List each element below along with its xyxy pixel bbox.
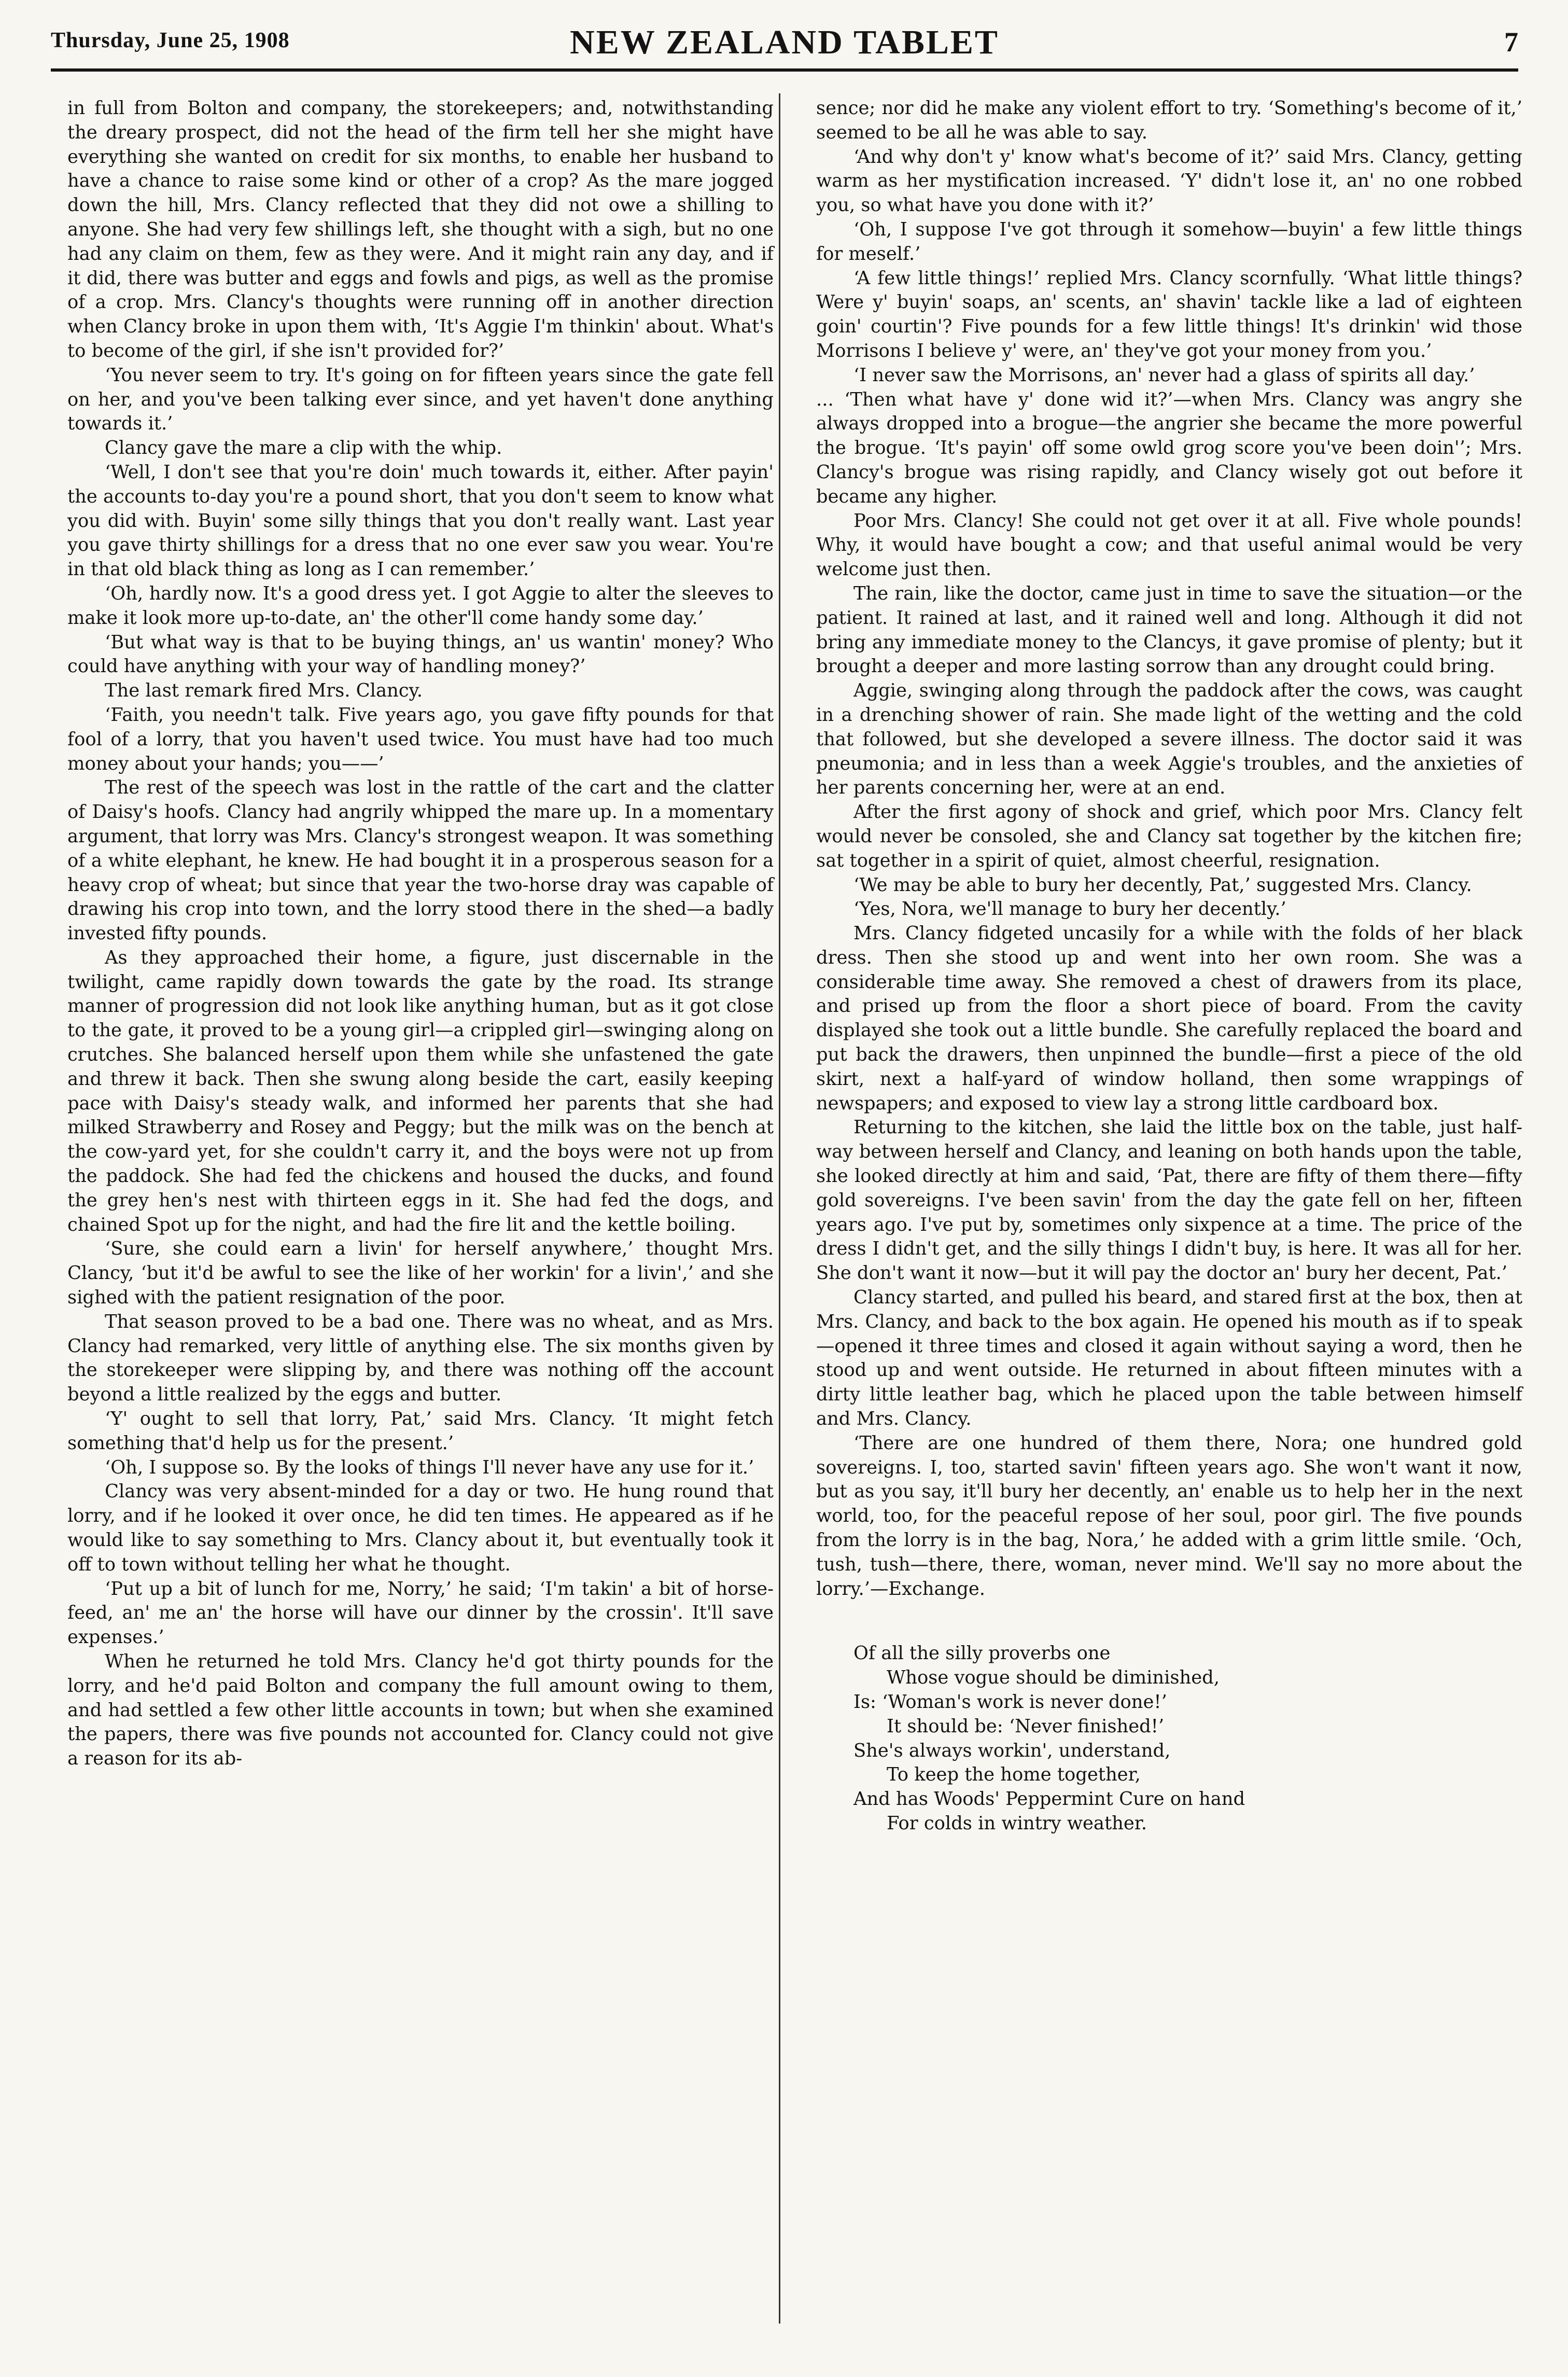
page-number: 7 — [1504, 26, 1518, 58]
paragraph: Returning to the kitchen, she laid the little box on the table, just half-way between herself and Clancy, and leaning on both hands upon the table, she looked directly at him and said, ‘Pat, there are fifty of them there—fifty gold sovereigns. I've been savin' from the day the gate fell on her, fifteen years ago. I've put by, sometimes only sixpence at a time. The price of the dress I didn't get, and the silly things I didn't buy, is here. It was all for her. She don't want it now—but it will pay the doctor an' bury her decent, Pat.’ — [816, 1117, 1522, 1284]
masthead-title: NEW ZEALAND TABLET — [570, 23, 999, 61]
verse-line: Is: ‘Woman's work is never done!’ — [853, 1691, 1167, 1713]
paragraph: After the first agony of shock and grief, which poor Mrs. Clancy felt would never be consoled, she and Clancy sat together by the kitchen fire; sat together in a spirit of quiet, almost cheerful, resignation. — [816, 801, 1522, 871]
paragraph: ‘We may be able to bury her decently, Pat,’ suggested Mrs. Clancy. — [853, 874, 1472, 896]
paragraph: The rest of the speech was lost in the rattle of the cart and the clatter of Daisy's hoofs. Clancy had angrily whipped the mare up. In a momentary argument, that lorry was Mrs. Clancy's strongest weapon. It was something of a white elephant, he knew. He had bought it in a prosperous season for a heavy crop of wheat; but since that year the two-horse dray was capable of drawing his crop into town, and the lorry stood there in the shed—a badly invested fifty pounds. — [67, 777, 774, 944]
paragraph: When he returned he told Mrs. Clancy he'd got thirty pounds for the lorry, and he'd paid Bolton and company the full amount owing to them, and had settled a few other little accounts in town; but when she examined the papers, there was five pounds not accounted for. Clancy could not give a reason for its ab- — [67, 1651, 774, 1770]
story-column-left — [67, 96, 774, 1771]
verse-line: Whose vogue should be diminished, — [887, 1667, 1220, 1689]
paragraph: Aggie, swinging along through the paddock after the cows, was caught in a drenching shower of rain. She made light of the wetting and the cold that followed, but she developed a severe illness. The doctor said it was pneumonia; and in less than a week Aggie's troubles, and the anxieties of her parents concerning her, were at an end. — [816, 680, 1522, 799]
advertisement-verse — [853, 1642, 1522, 1836]
issue-date: Thursday, June 25, 1908 — [51, 29, 290, 52]
paragraph: ‘Well, I don't see that you're doin' much towards it, either. After payin' the accounts to-day you're a pound short, that you don't seem to know what you did with. Buyin' some silly things that you don't really want. Last year you gave thirty shillings for a dress that no one ever saw you wear. You're in that old black thing as long as I can remember.’ — [67, 461, 774, 580]
paragraph: Clancy was very absent-minded for a day or two. He hung round that lorry, and if he looked it over once, he did ten times. He appeared as if he would like to say something to Mrs. Clancy about it, but eventually took it off to town without telling her what he thought. — [67, 1481, 774, 1575]
paragraph: ‘Oh, I suppose I've got through it somehow—buyin' a few little things for meself.’ — [816, 218, 1522, 265]
paragraph: The last remark fired Mrs. Clancy. — [105, 680, 423, 702]
verse-line: And has Woods' Peppermint Cure on hand — [853, 1788, 1245, 1810]
paragraph: ‘Oh, I suppose so. By the looks of things I'll never have any use for it.’ — [105, 1456, 754, 1478]
paragraph: ‘And why don't y' know what's become of it?’ said Mrs. Clancy, getting warm as her mystification increased. ‘Y' didn't lose it, an' no one robbed you, so what have you done with it?’ — [816, 146, 1522, 216]
page-header — [51, 21, 1518, 72]
paragraph: As they approached their home, a figure, just discernable in the twilight, came rapidly down towards the gate by the road. Its strange manner of progression did not look like anything human, but as it got close to the gate, it proved to be a young girl—a crippled girl—swinging along on crutches. She balanced herself upon them while she unfastened the gate and threw it back. Then she swung along beside the cart, easily keeping pace with Daisy's steady walk, and informed her parents that she had milked Strawberry and Rosey and Peggy; but the milk was on the bench at the cow-yard yet, for she couldn't carry it, and the boys were not up from the paddock. She had fed the chickens and housed the ducks, and found the grey hen's nest with thirteen eggs in it. She had fed the dogs, and chained Spot up for the night, and had the fire lit and the kettle boiling. — [67, 947, 774, 1235]
paragraph: ‘A few little things!’ replied Mrs. Clancy scornfully. ‘What little things? Were y' buyin' soaps, an' scents, an' shavin' tackle like a lad of eighteen goin' courtin'? Five pounds for a few little things! It's drinkin' wid those Morrisons I believe y' were, an' they've got your money from you.’ — [816, 267, 1522, 362]
paragraph: ‘There are one hundred of them there, Nora; one hundred gold sovereigns. I, too, started savin' fifteen years ago. She won't want it now, but as you say, it'll bury her decently, an' enable us to help her in the next world, too, for the peaceful repose of her soul, poor girl. The five pounds from the lorry is in the bag, Nora,’ he added with a grim little smile. ‘Och, tush, tush—there, there, woman, never mind. We'll say no more about the lorry.’—Exchange. — [816, 1432, 1522, 1600]
verse-line: She's always workin', understand, — [853, 1740, 1171, 1761]
story-column-right — [816, 96, 1522, 1836]
paragraph: ‘But what way is that to be buying things, an' us wantin' money? Who could have anything with your way of handling money?’ — [67, 631, 774, 677]
paragraph: in full from Bolton and company, the storekeepers; and, notwithstanding the dreary prospect, did not the head of the firm tell her she might have everything she wanted on credit for six months, to enable her husband to have a chance to raise some kind or other of a crop? As the mare jogged down the hill, Mrs. Clancy reflected that they did not owe a shilling to anyone. She had very few shillings left, she thought with a sigh, but no one had any claim on them, few as they were. And it might rain any day, and if it did, there was butter and eggs and fowls and pigs, as well as the promise of a crop. Mrs. Clancy's thoughts were running off in another direction when Clancy broke in upon them with, ‘It's Aggie I'm thinkin' about. What's to become of the girl, if she isn't provided for?’ — [67, 98, 774, 362]
paragraph: ... ‘Then what have y' done wid it?’—when Mrs. Clancy was angry she always dropped into a brogue—the angrier she became the more powerful the brogue. ‘It's payin' off some owld grog score you've been doin'’; Mrs. Clancy's brogue was rising rapidly, and Clancy wisely got out before it became any higher. — [816, 388, 1522, 507]
column-divider — [779, 93, 780, 2324]
paragraph: Poor Mrs. Clancy! She could not get over it at all. Five whole pounds! Why, it would have bought a cow; and that useful animal would be very welcome just then. — [816, 510, 1522, 580]
paragraph: ‘Sure, she could earn a livin' for herself anywhere,’ thought Mrs. Clancy, ‘but it'd be awful to see the like of her workin' for a livin',’ and she sighed with the patient resignation of the poor. — [67, 1238, 774, 1309]
verse-line: It should be: ‘Never finished!’ — [887, 1715, 1165, 1737]
paragraph: ‘Oh, hardly now. It's a good dress yet. I got Aggie to alter the sleeves to make it look more up-to-date, an' the other'll come handy some day.’ — [67, 582, 774, 629]
paragraph: ‘Faith, you needn't talk. Five years ago, you gave fifty pounds for that fool of a lorry, that you haven't used twice. You must have had too much money about your hands; you——’ — [67, 704, 774, 774]
paragraph: ‘Yes, Nora, we'll manage to bury her decently.’ — [853, 898, 1286, 920]
verse-line: Of all the silly proverbs one — [853, 1643, 1111, 1664]
paragraph: Clancy gave the mare a clip with the whip. — [105, 437, 502, 459]
paragraph: ‘I never saw the Morrisons, an' never had a glass of spirits all day.’ — [853, 364, 1475, 386]
verse-line: To keep the home together, — [887, 1764, 1141, 1786]
paragraph: sence; nor did he make any violent effort to try. ‘Something's become of it,’ seemed to be all he was able to say. — [816, 98, 1522, 143]
verse-line: For colds in wintry weather. — [887, 1812, 1147, 1834]
paragraph: Mrs. Clancy fidgeted uncasily for a while with the folds of her black dress. Then she stood up and went into her own room. She was a considerable time away. She removed a chest of drawers from its place, and prised up from the floor a short piece of board. From the cavity displayed she took out a little bundle. She carefully replaced the board and put back the drawers, then unpinned the bundle—first a piece of the old skirt, next a half-yard of window holland, then some wrappings of newspapers; and exposed to view lay a strong little cardboard box. — [816, 923, 1522, 1114]
paragraph: That season proved to be a bad one. There was no wheat, and as Mrs. Clancy had remarked, very little of anything else. The six months given by the storekeeper were slipping by, and there was nothing off the account beyond a little realized by the eggs and butter. — [67, 1311, 774, 1406]
paragraph: ‘You never seem to try. It's going on for fifteen years since the gate fell on her, and you've been talking ever since, and yet haven't done anything towards it.’ — [67, 364, 774, 435]
paragraph: ‘Put up a bit of lunch for me, Norry,’ he said; ‘I'm takin' a bit of horse-feed, an' me an' the horse will have our dinner by the crossin'. It'll save expenses.’ — [67, 1578, 774, 1648]
paragraph: Clancy started, and pulled his beard, and stared first at the box, then at Mrs. Clancy, and back to the box again. He opened his mouth as if to speak—opened it three times and closed it again without saying a word, then he stood up and went outside. He returned in about fifteen minutes with a dirty little leather bag, which he placed upon the table between himself and Mrs. Clancy. — [816, 1287, 1522, 1430]
paragraph: ‘Y' ought to sell that lorry, Pat,’ said Mrs. Clancy. ‘It might fetch something that'd help us for the present.’ — [67, 1408, 774, 1454]
paragraph: The rain, like the doctor, came just in time to save the situation—or the patient. It rained at last, and it rained well and long. Although it did not bring any immediate money to the Clancys, it gave promise of plenty; but it brought a deeper and more lasting sorrow than any drought could bring. — [816, 582, 1522, 677]
